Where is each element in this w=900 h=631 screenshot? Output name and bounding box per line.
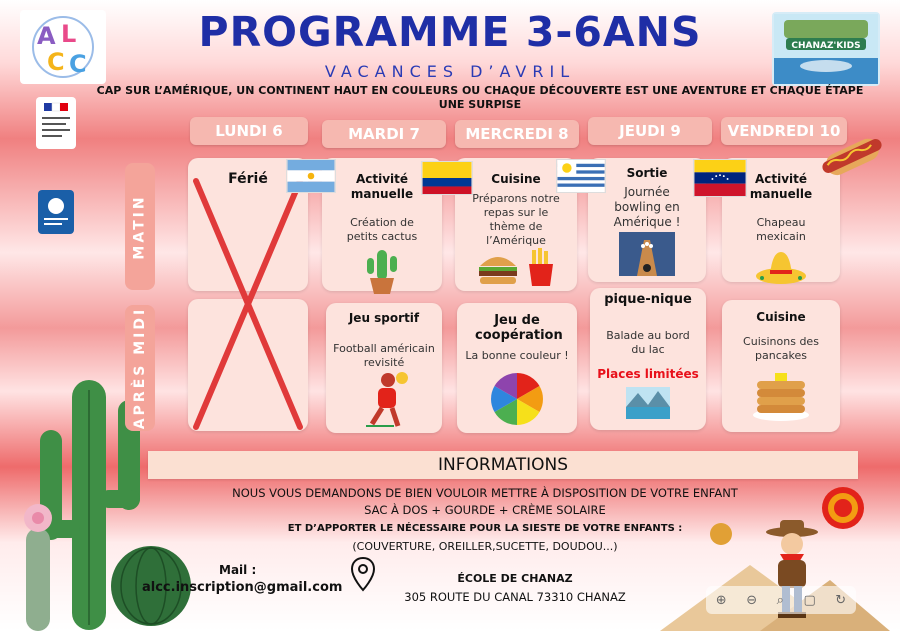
caf-logo: [38, 190, 74, 234]
color-wheel-icon: [489, 371, 545, 427]
school-name: ÉCOLE DE CHANAZ: [457, 572, 573, 585]
page-title: PROGRAMME 3-6ANS: [198, 8, 702, 56]
search-icon[interactable]: ⌕: [776, 592, 784, 608]
mail-label: Mail :: [219, 563, 257, 577]
card-desc: Chapeau mexicain: [756, 216, 806, 243]
card-desc: Préparons notre repas sur le thème de l’Amérique: [472, 192, 560, 247]
card-desc: Création de petits cactus: [346, 216, 418, 243]
viewer-toolbar: [706, 586, 856, 614]
argentina-flag: [286, 159, 336, 193]
day-tab-vendredi: VENDREDI 10: [721, 117, 847, 145]
ministry-logo: [36, 97, 76, 149]
card-afternoon-mercredi: [457, 303, 577, 433]
pancakes-icon: [751, 365, 811, 423]
card-title: Cuisine: [756, 310, 806, 324]
card-title: Férié: [228, 171, 268, 187]
day-tab-jeudi: JEUDI 9: [588, 117, 712, 145]
school-address: 305 ROUTE DU CANAL 73310 CHANAZ: [404, 590, 626, 604]
section-morning-label: MATIN: [132, 193, 148, 260]
tagline: CAP SUR L’AMÉRIQUE, UN CONTINENT HAUT EN COULEURS OU CHAQUE DÉCOUVERTE EST UNE AVENTURE ET CHAQUE ÉTAPE UNE SURPISE: [96, 84, 864, 111]
svg-text:C: C: [47, 48, 65, 76]
info-line-3: ET D’APPORTER LE NÉCESSAIRE POUR LA SIESTE DE VOTRE ENFANTS :: [287, 523, 683, 534]
rotate-icon[interactable]: ↻: [835, 592, 847, 608]
sun-icon: [708, 521, 734, 547]
fries-icon: [526, 248, 556, 286]
card-title: Jeu sportif: [348, 311, 420, 325]
burger-icon: [476, 250, 520, 286]
card-desc: La bonne couleur !: [465, 349, 569, 362]
zoom-out-icon[interactable]: ⊖: [746, 592, 758, 608]
bowling-icon: [619, 232, 675, 276]
info-heading: INFORMATIONS: [148, 451, 858, 479]
day-tab-lundi: LUNDI 6: [190, 117, 308, 145]
page-subtitle: VACANCES D’AVRIL: [324, 62, 576, 81]
target-icon: [820, 485, 866, 531]
info-line-1: NOUS VOUS DEMANDONS DE BIEN VOULOIR METTRE À DISPOSITION DE VOTRE ENFANT: [232, 486, 738, 500]
card-desc: Cuisinons des pancakes: [743, 335, 819, 362]
svg-text:A: A: [37, 22, 56, 50]
hotdog-icon: [818, 128, 886, 184]
cactus-icon: [362, 248, 402, 294]
card-desc: Balade au bord du lac: [606, 329, 690, 356]
card-title: pique-nique: [604, 292, 692, 307]
card-desc: Football américain revisité: [333, 342, 435, 369]
lake-icon: [626, 387, 670, 419]
mail-address[interactable]: alcc.inscription@gmail.com: [142, 580, 343, 595]
info-line-2: SAC À DOS + GOURDE + CRÈME SOLAIRE: [364, 503, 606, 517]
card-title: Sortie: [626, 166, 668, 180]
svg-text:L: L: [61, 20, 77, 48]
card-title: Cuisine: [491, 172, 541, 186]
card-afternoon-mardi: [326, 303, 442, 433]
limited-places-note: Places limitées: [597, 367, 699, 381]
venezuela-flag: [693, 159, 747, 197]
svg-text:CHANAZ'KIDS: CHANAZ'KIDS: [791, 41, 861, 51]
svg-text:C: C: [69, 50, 87, 78]
sombrero-icon: [754, 246, 808, 286]
colombia-flag: [421, 161, 473, 195]
card-title: Jeu de coopération: [475, 313, 563, 343]
card-title: Activité manuelle: [749, 172, 813, 201]
section-morning: [125, 163, 155, 290]
day-tab-mardi: MARDI 7: [322, 120, 446, 148]
holiday-cross: [190, 175, 306, 433]
location-pin-icon: [350, 556, 376, 592]
card-afternoon-vendredi: [722, 300, 840, 432]
card-afternoon-jeudi: [590, 288, 706, 430]
flowering-cactus: [14, 498, 62, 631]
uruguay-flag: [556, 159, 606, 193]
section-afternoon: [125, 305, 155, 431]
zoom-in-icon[interactable]: ⊕: [715, 592, 727, 608]
card-desc: Journée bowling en Amérique !: [613, 185, 681, 229]
info-line-4: (COUVERTURE, OREILLER,SUCETTE, DOUDOU...): [352, 540, 618, 553]
card-title: Activité manuelle: [350, 172, 414, 201]
fit-icon[interactable]: ▢: [803, 592, 816, 608]
section-afternoon-label: APRÈS MIDI: [132, 306, 148, 430]
football-player-icon: [354, 370, 414, 430]
day-tab-mercredi: MERCREDI 8: [455, 120, 579, 148]
